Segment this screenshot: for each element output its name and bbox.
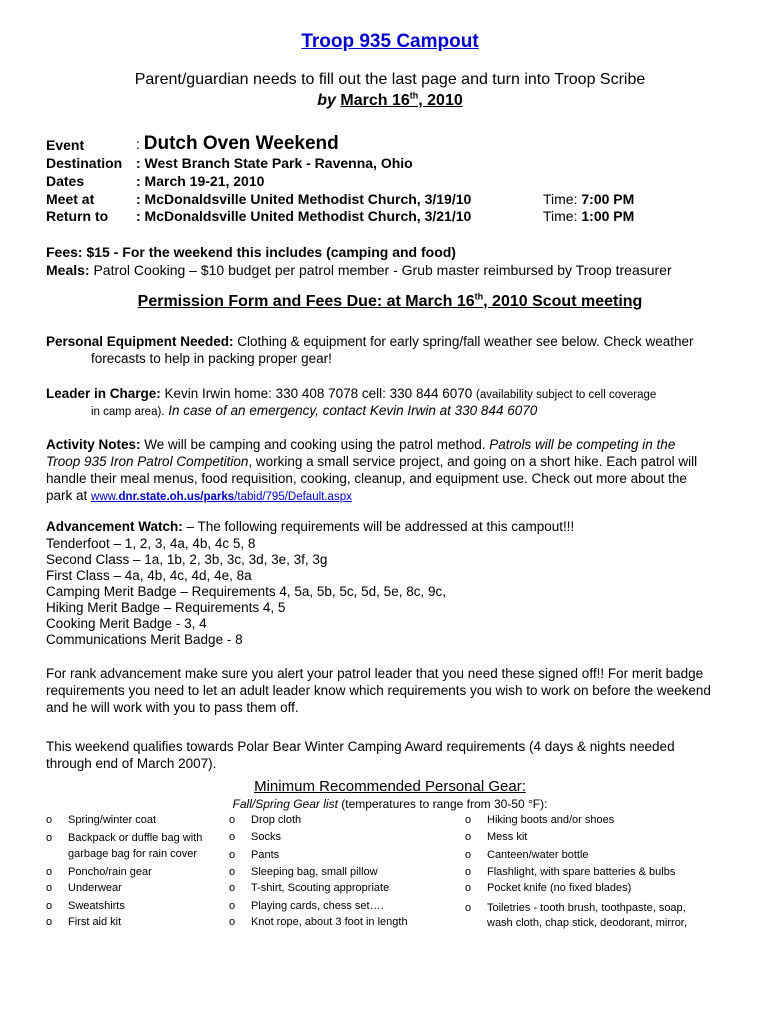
bullet-icon: o — [46, 814, 53, 826]
meals-label: Meals: — [46, 262, 90, 278]
gear-item-text: Hiking boots and/or shoes — [487, 814, 615, 826]
gear-item-text: Pocket knife (no fixed blades) — [487, 882, 632, 894]
park-link-b: dnr.state.oh.us/parks — [118, 491, 235, 503]
permission-sup: th — [474, 291, 484, 302]
gear-item-text: Drop cloth — [251, 814, 302, 826]
instruction-line: Parent/guardian needs to fill out the last page and turn into Troop Scribe — [134, 71, 646, 88]
event-value: Dutch Oven Weekend — [143, 133, 339, 154]
meet-label: Meet at — [46, 191, 95, 207]
gear-item-text: Poncho/rain gear — [68, 866, 152, 878]
gear-item-text: Canteen/water bottle — [487, 849, 589, 861]
gear-item-text: Underwear — [68, 882, 122, 894]
rank-note-line-3: and he will work with you to pass them off. — [46, 700, 299, 715]
advancement-label: Advancement Watch: — [46, 519, 183, 534]
leader-camp-area: in camp area). — [91, 406, 165, 418]
rank-note-line-2: requirements you need to let an adult leader know which requirements you wish to work on before the weekend — [46, 683, 711, 698]
advancement-heading — [46, 519, 574, 536]
due-date-line — [0, 92, 770, 110]
gear-item-text: Playing cards, chess set…. — [251, 900, 384, 912]
bullet-icon: o — [229, 831, 236, 843]
gear-subtitle-italic: Fall/Spring Gear list — [232, 797, 338, 811]
bullet-icon: o — [46, 832, 53, 844]
bullet-icon: o — [229, 900, 236, 912]
meet-time-value: 7:00 PM — [581, 191, 635, 207]
gear-item-text: Spring/winter coat — [68, 814, 157, 826]
meet-time — [543, 191, 634, 207]
permission-text-b: , 2010 Scout meeting — [483, 293, 643, 310]
meals-text: Patrol Cooking – $10 budget per patrol member - Grub master reimbursed by Troop treasurer — [89, 262, 672, 278]
advancement-intro: – The following requirements will be addressed at this campout!!! — [182, 519, 575, 534]
bullet-icon: o — [465, 814, 472, 826]
gear-item-text: Sleeping bag, small pillow — [251, 866, 378, 878]
gear-item-text: wash cloth, chap stick, deodorant, mirror, — [487, 917, 687, 929]
gear-column-1 — [46, 812, 226, 942]
gear-item-text: First aid kit — [68, 916, 122, 928]
bullet-icon: o — [229, 849, 236, 861]
due-by-word: by — [317, 92, 336, 109]
bullet-icon: o — [465, 902, 472, 914]
park-link[interactable] — [91, 491, 352, 503]
permission-text-a: Permission Form and Fees Due: at March 16 — [137, 293, 475, 310]
return-time — [543, 208, 634, 224]
leader-line-2 — [46, 403, 537, 421]
bullet-icon: o — [229, 916, 236, 928]
park-link-a: www. — [91, 491, 119, 503]
activity-text-2b: , working a small service project, and going on a short hike. Each patrol will — [248, 454, 698, 469]
bullet-icon: o — [229, 866, 236, 878]
rank-note-line-1: For rank advancement make sure you alert your patrol leader that you need these signed off!! For merit badge — [46, 666, 704, 681]
destination-label: Destination — [46, 155, 123, 171]
advancement-item: Second Class – 1a, 1b, 2, 3b, 3c, 3d, 3e, 3f, 3g — [46, 552, 328, 567]
polar-line-2: through end of March 2007). — [46, 756, 217, 771]
advancement-item: Camping Merit Badge – Requirements 4, 5a, 5b, 5c, 5d, 5e, 8c, 9c, — [46, 584, 446, 599]
due-date-main: March 16 — [340, 92, 410, 109]
meet-value: : McDonaldsville United Methodist Church, 3/19/10 — [136, 191, 472, 207]
event-label: Event — [46, 137, 85, 153]
due-date — [340, 92, 462, 109]
equipment-label: Personal Equipment Needed: — [46, 334, 234, 349]
polar-line-1: This weekend qualifies towards Polar Bear Winter Camping Award requirements (4 days & nights needed — [46, 739, 675, 754]
return-time-value: 1:00 PM — [581, 208, 635, 224]
bullet-icon: o — [465, 831, 472, 843]
bullet-icon: o — [46, 900, 53, 912]
page-title: Troop 935 Campout — [301, 31, 479, 52]
gear-item-text: Flashlight, with spare batteries & bulbs — [487, 866, 676, 878]
event-colon: : — [136, 136, 144, 152]
activity-text-1b: Patrols will be competing in the — [489, 437, 676, 452]
activity-label: Activity Notes: — [46, 437, 141, 452]
meals-line — [46, 262, 672, 279]
activity-line-3: handle their meal menus, food requisition, cooking, cleanup, and equipment use. Check out more about the — [46, 471, 687, 486]
bullet-icon: o — [229, 882, 236, 894]
bullet-icon: o — [46, 866, 53, 878]
gear-item-text: Knot rope, about 3 foot in length — [251, 916, 408, 928]
gear-column-2 — [229, 812, 449, 942]
gear-item-text: Backpack or duffle bag with — [68, 832, 203, 844]
gear-column-3 — [465, 812, 725, 942]
advancement-item: Hiking Merit Badge – Requirements 4, 5 — [46, 600, 286, 615]
bullet-icon: o — [465, 849, 472, 861]
gear-title: Minimum Recommended Personal Gear: — [254, 778, 526, 795]
leader-emergency: In case of an emergency, contact Kevin Irwin at 330 844 6070 — [164, 403, 538, 418]
permission-heading — [0, 293, 770, 311]
return-label: Return to — [46, 208, 109, 224]
gear-subtitle-rest: (temperatures to range from 30-50 °F): — [337, 797, 548, 811]
bullet-icon: o — [465, 866, 472, 878]
dates-label: Dates — [46, 173, 85, 189]
gear-item-text: Pants — [251, 849, 280, 861]
equipment-line-2: forecasts to help in packing proper gear! — [91, 351, 332, 366]
equipment-line-1 — [46, 334, 694, 351]
leader-line-1 — [46, 386, 656, 404]
gear-item-text: Socks — [251, 831, 281, 843]
leader-label: Leader in Charge: — [46, 386, 161, 401]
gear-item-text: T-shirt, Scouting appropriate — [251, 882, 390, 894]
activity-text-4a: park at — [46, 488, 92, 503]
leader-text-1: Kevin Irwin home: 330 408 7078 cell: 330 844 6070 — [160, 386, 477, 401]
advancement-item: Tenderfoot – 1, 2, 3, 4a, 4b, 4c 5, 8 — [46, 536, 256, 551]
meet-time-label: Time: — [543, 191, 582, 207]
gear-item-text: Toiletries - tooth brush, toothpaste, soap, — [487, 902, 686, 914]
return-time-label: Time: — [543, 208, 582, 224]
park-link-c: /tabid/795/Default.aspx — [234, 491, 352, 503]
activity-text-2a: Troop 935 Iron Patrol Competition — [46, 454, 249, 469]
gear-subtitle — [0, 797, 770, 811]
gear-item-text: garbage bag for rain cover — [68, 848, 198, 860]
event-value-wrap — [136, 133, 339, 155]
fees-line: Fees: $15 - For the weekend this includes (camping and food) — [46, 244, 456, 260]
advancement-item: Communications Merit Badge - 8 — [46, 632, 243, 647]
advancement-item: Cooking Merit Badge - 3, 4 — [46, 616, 207, 631]
leader-availability: (availability subject to cell coverage — [476, 389, 657, 401]
destination-value: : West Branch State Park - Ravenna, Ohio — [136, 155, 413, 171]
activity-line-2 — [46, 454, 697, 471]
bullet-icon: o — [465, 882, 472, 894]
activity-line-1 — [46, 437, 675, 454]
activity-text-1a: We will be camping and cooking using the patrol method. — [140, 437, 490, 452]
gear-item-text: Sweatshirts — [68, 900, 125, 912]
bullet-icon: o — [229, 814, 236, 826]
equipment-text-1: Clothing & equipment for early spring/fall weather see below. Check weather — [233, 334, 694, 349]
advancement-item: First Class – 4a, 4b, 4c, 4d, 4e, 8a — [46, 568, 252, 583]
due-date-year: , 2010 — [418, 92, 463, 109]
dates-value: : March 19-21, 2010 — [136, 173, 265, 189]
bullet-icon: o — [46, 882, 53, 894]
activity-line-4 — [46, 488, 352, 506]
bullet-icon: o — [46, 916, 53, 928]
return-value: : McDonaldsville United Methodist Church, 3/21/10 — [136, 208, 472, 224]
due-date-sup: th — [409, 90, 419, 101]
gear-item-text: Mess kit — [487, 831, 528, 843]
